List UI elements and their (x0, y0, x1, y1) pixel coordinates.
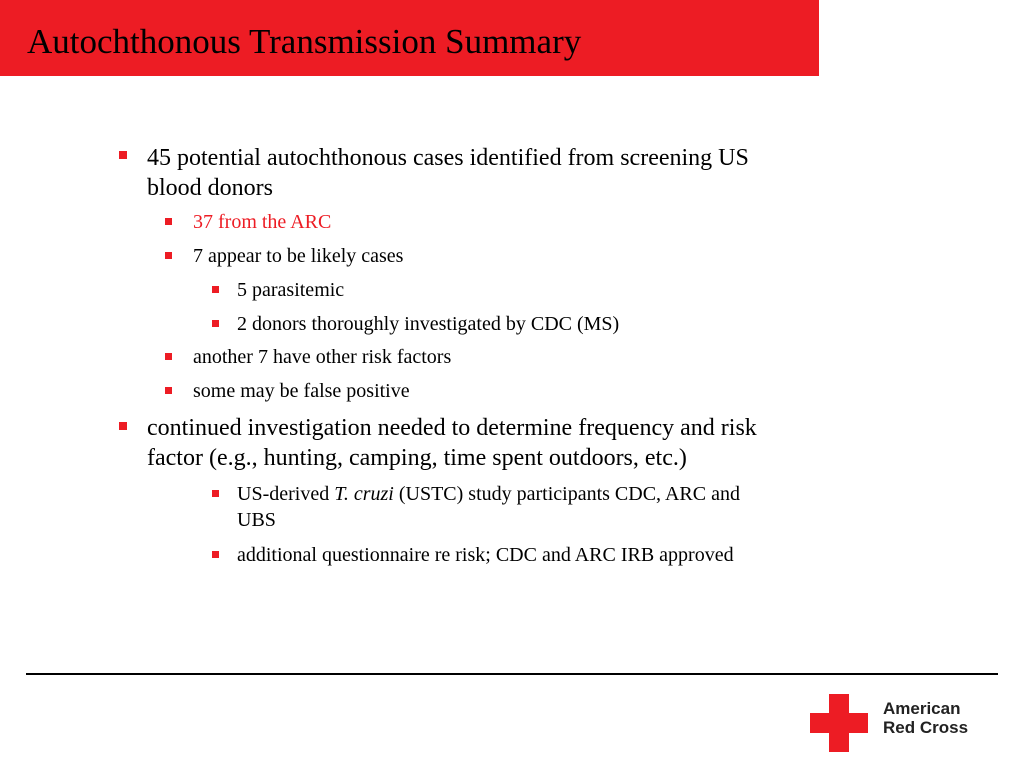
bullet-marker (212, 320, 219, 327)
bullet-item: additional questionnaire re risk; CDC and ARC IRB approved (237, 544, 734, 566)
bullet-marker (165, 387, 172, 394)
species-name: T. cruzi (334, 483, 394, 505)
bullet-text-continued: blood donors (147, 175, 273, 201)
bullet-item: another 7 have other risk factors (193, 346, 452, 368)
bullet-text: continued investigation needed to determine frequency and risk (147, 415, 757, 441)
bullet-item (237, 481, 740, 533)
bullet-item (147, 143, 749, 203)
slide-title: Autochthonous Transmission Summary (27, 22, 582, 61)
bullet-item: 7 appear to be likely cases (193, 245, 404, 267)
bullet-item: 5 parasitemic (237, 279, 345, 301)
bullet-text-continued: UBS (237, 509, 276, 531)
bullet-marker (119, 151, 127, 159)
logo-wordmark (883, 699, 968, 737)
bullet-text-part: (USTC) study participants CDC, ARC and (393, 483, 740, 505)
bullet-marker (212, 551, 219, 558)
bullet-item: some may be false positive (193, 380, 410, 402)
bullet-text: 45 potential autochthonous cases identified from screening US (147, 145, 749, 171)
bullet-item (147, 413, 757, 473)
bullet-text (237, 481, 740, 507)
american-red-cross-logo (810, 694, 990, 754)
bullet-item: 2 donors thoroughly investigated by CDC (MS) (237, 313, 620, 335)
bullet-text-part: US-derived (237, 483, 335, 505)
bullet-marker (212, 286, 219, 293)
title-bar (0, 0, 819, 76)
red-cross-icon (810, 694, 868, 752)
bullet-marker (212, 490, 219, 497)
logo-line-2: Red Cross (883, 718, 969, 737)
bullet-marker (165, 353, 172, 360)
bullet-marker (119, 422, 127, 430)
bullet-marker (165, 252, 172, 259)
bullet-item: 37 from the ARC (193, 211, 332, 233)
bullet-text-continued: factor (e.g., hunting, camping, time spent outdoors, etc.) (147, 445, 687, 471)
footer-divider (26, 673, 998, 675)
bullet-marker (165, 218, 172, 225)
logo-line-1: American (883, 699, 961, 718)
